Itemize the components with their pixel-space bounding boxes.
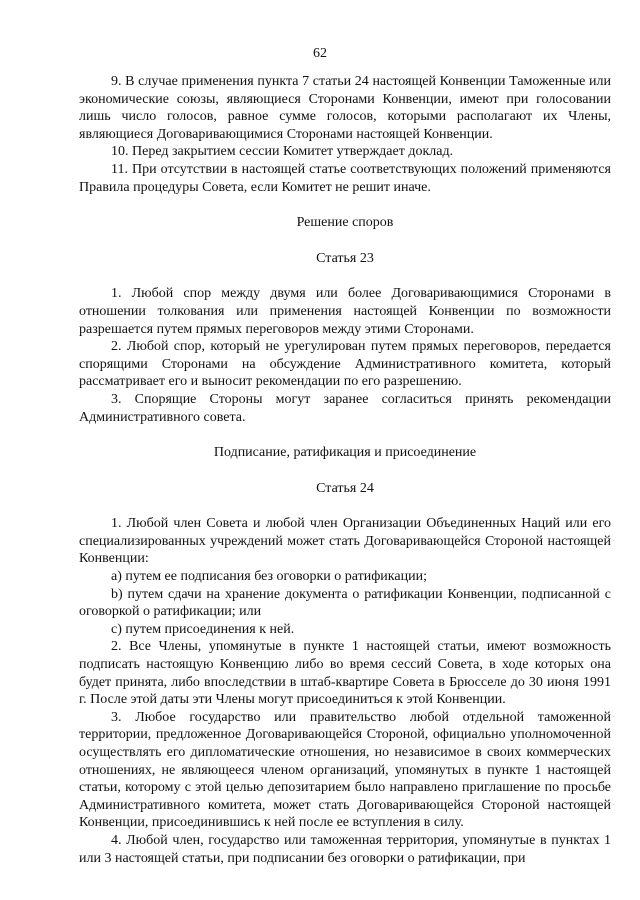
article-24-paragraph-1: 1. Любой член Совета и любой член Организации Объединенных Наций или его специализированных учреждений может стать Договаривающейся Стороной настоящей Конвенции: — [79, 516, 611, 567]
article-23-heading: Статья 23 — [316, 250, 374, 266]
article-24-heading: Статья 24 — [316, 480, 374, 496]
paragraph-10: 10. Перед закрытием сессии Комитет утверждает доклад. — [111, 144, 454, 160]
paragraph-11: 11. При отсутствии в настоящей статье соответствующих положений применяются Правила процедуры Совета, если Комитет не решит иначе. — [79, 161, 611, 195]
article-24-paragraph-4: 4. Любой член, государство или таможенная территория, упомянутые в пунктах 1 или 3 настоящей статьи, при подписании без оговорки о ратификации, при — [79, 832, 611, 866]
article-24-item-c: c) путем присоединения к ней. — [111, 621, 295, 637]
section-title-signature: Подписание, ратификация и присоединение — [213, 445, 477, 461]
section-title-disputes: Решение споров — [296, 215, 394, 231]
paragraph-9: 9. В случае применения пункта 7 статьи 24 настоящей Конвенции Таможенные или экономические союзы, являющиеся Сторонами Конвенции, имеют при голосовании лишь число голосов, равное сумме голосов, которыми располагают их Члены, являющиеся Договаривающимися Сторонами настоящей Конвенции. — [79, 74, 611, 142]
document-body — [79, 73, 611, 867]
article-23-paragraph-1: 1. Любой спор между двумя или более Договаривающимися Сторонами в отношении толкования или применения настоящей Конвенции по возможности разрешается путем прямых переговоров между этими Сторонами. — [79, 286, 611, 337]
article-24-paragraph-3: 3. Любое государство или правительство любой отдельной таможенной территории, предложенное Договаривающейся Стороной, официально уполномоченной осуществлять его дипломатические отношения, но независимое в своих коммерческих отношениях, не являющееся членом организаций, упомянутых в пункте 1 настоящей статьи, которому с этой целью депозитарием было направлено приглашение по просьбе Административного комитета, может стать Договаривающейся Стороной настоящей Конвенции, присоединившись к ней после ее вступления в силу. — [79, 709, 611, 831]
article-24-item-b: b) путем сдачи на хранение документа о ратификации Конвенции, подписанной с оговоркой о ратификации; или — [79, 586, 611, 620]
article-23-paragraph-2: 2. Любой спор, который не урегулирован путем прямых переговоров, передается спорящими Сторонами на обсуждение Административного комитета, который рассматривает его и выносит рекомендации по его разрешению. — [79, 339, 611, 390]
article-24-item-a: a) путем ее подписания без оговорки о ратификации; — [111, 569, 427, 585]
page-number: 62 — [313, 46, 327, 61]
article-24-paragraph-2: 2. Все Члены, упомянутые в пункте 1 настоящей статьи, имеют возможность подписать настоящую Конвенцию либо во время сессий Совета, в ходе которых она будет принята, либо впоследствии в штаб-квартире Совета в Брюсселе до 30 июня 1991 г. После этой даты эти Члены могут присоединиться к этой Конвенции. — [79, 639, 611, 708]
article-23-paragraph-3: 3. Спорящие Стороны могут заранее согласиться принять рекомендации Административного совета. — [79, 391, 611, 425]
